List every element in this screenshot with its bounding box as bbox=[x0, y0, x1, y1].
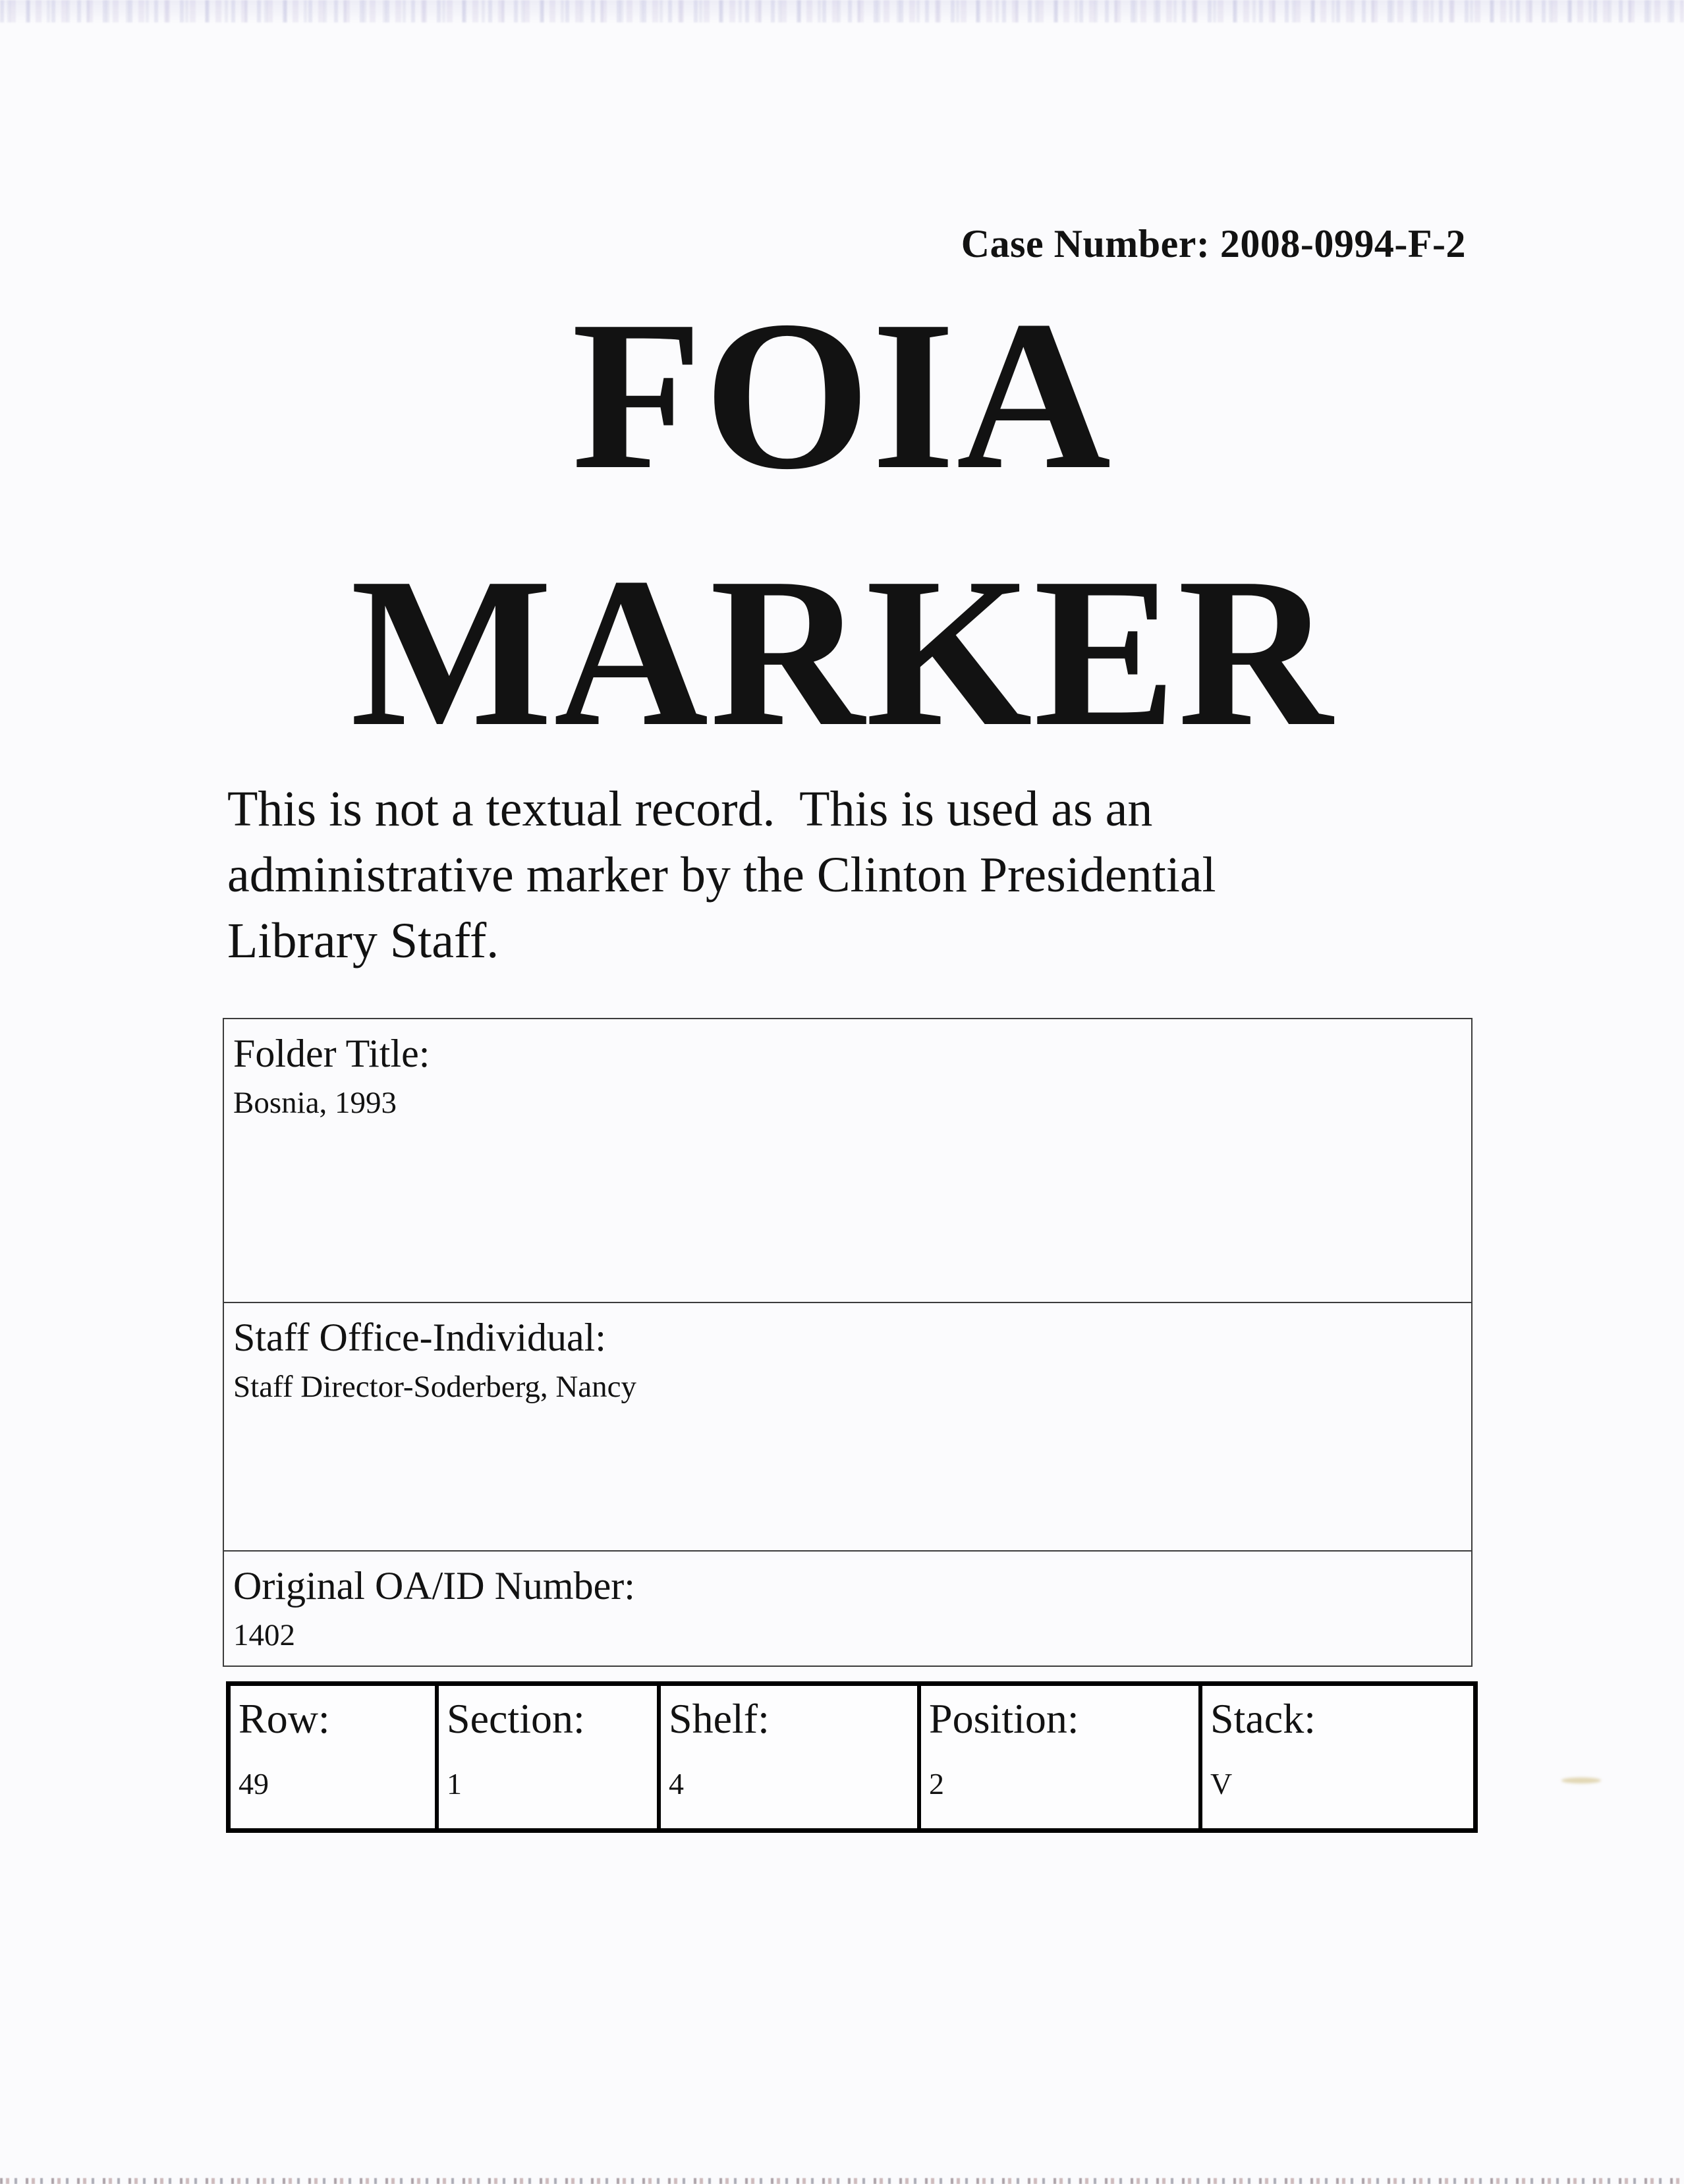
folder-title-section bbox=[224, 1019, 1471, 1303]
original-oa-id-label: Original OA/ID Number: bbox=[233, 1564, 635, 1608]
shelf-label: Shelf: bbox=[669, 1695, 770, 1742]
description-line-1: This is not a textual record. This is used as an bbox=[227, 781, 1153, 837]
document-title-line-marker: MARKER bbox=[350, 534, 1334, 771]
folder-info-box bbox=[223, 1018, 1473, 1667]
original-oa-id-section bbox=[224, 1552, 1471, 1666]
scan-noise-bottom-band bbox=[0, 2178, 1684, 2184]
location-cell-section bbox=[435, 1686, 657, 1828]
document-title-line-foia: FOIA bbox=[571, 277, 1113, 514]
stack-value: V bbox=[1210, 1767, 1233, 1801]
location-cell-stack bbox=[1198, 1686, 1473, 1828]
stack-label: Stack: bbox=[1210, 1695, 1316, 1742]
case-number: Case Number: 2008-0994-F-2 bbox=[961, 222, 1466, 266]
scan-noise-top-band bbox=[0, 0, 1684, 22]
position-value: 2 bbox=[929, 1767, 944, 1801]
staff-office-value: Staff Director-Soderberg, Nancy bbox=[233, 1370, 637, 1404]
shelf-value: 4 bbox=[669, 1767, 684, 1801]
section-label: Section: bbox=[447, 1695, 585, 1742]
scan-smudge-artifact bbox=[1561, 1778, 1601, 1783]
staff-office-label: Staff Office-Individual: bbox=[233, 1316, 606, 1359]
section-value: 1 bbox=[447, 1767, 462, 1801]
original-oa-id-value: 1402 bbox=[233, 1618, 295, 1652]
description-line-2: administrative marker by the Clinton Presidential bbox=[227, 847, 1216, 903]
staff-office-section bbox=[224, 1303, 1471, 1552]
location-cell-row bbox=[231, 1686, 435, 1828]
description-paragraph bbox=[227, 776, 1216, 974]
document-title bbox=[0, 267, 1684, 781]
folder-title-label: Folder Title: bbox=[233, 1032, 430, 1075]
row-label: Row: bbox=[239, 1695, 330, 1742]
row-value: 49 bbox=[239, 1767, 269, 1801]
location-cell-shelf bbox=[657, 1686, 917, 1828]
folder-title-value: Bosnia, 1993 bbox=[233, 1086, 397, 1120]
description-line-3: Library Staff. bbox=[227, 913, 499, 968]
location-table bbox=[226, 1681, 1478, 1833]
location-cell-position bbox=[917, 1686, 1198, 1828]
position-label: Position: bbox=[929, 1695, 1079, 1742]
